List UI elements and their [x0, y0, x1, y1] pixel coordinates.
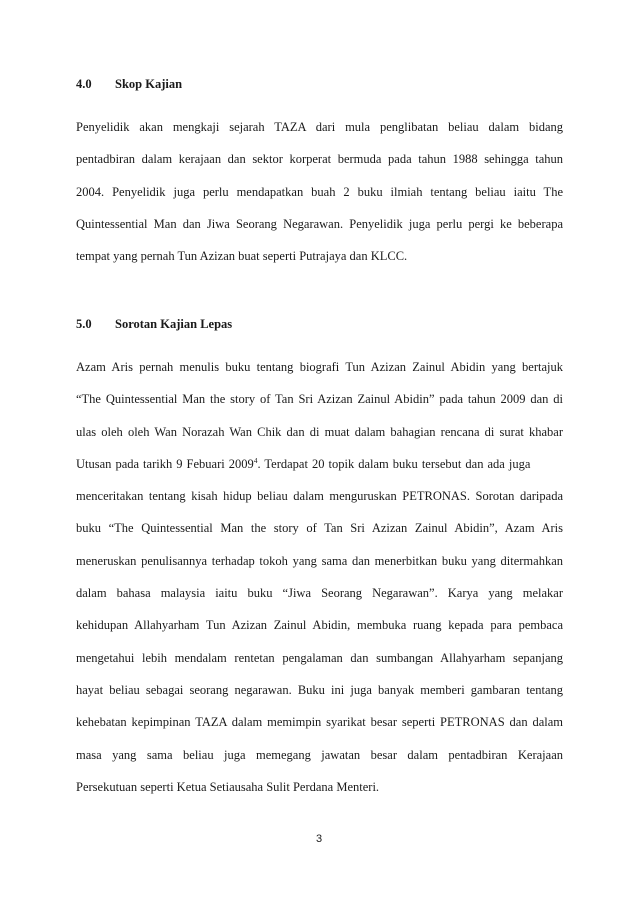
paragraph-line: Persekutuan seperti Ketua Setiausaha Sulit Perdana Menteri.: [76, 779, 380, 794]
section-heading-literature-review: [76, 317, 232, 332]
paragraph-line: 2004. Penyelidik juga perlu mendapatkan buah 2 buku ilmiah tentang beliau iaitu The: [76, 184, 563, 199]
paragraph-literature-review: [76, 351, 563, 803]
paragraph-line: “The Quintessential Man the story of Tan Sri Azizan Zainul Abidin” pada tahun 2009 dan di: [76, 392, 563, 407]
section-number: 4.0: [76, 77, 92, 91]
paragraph-line: kehidupan Allahyarham Tun Azizan Zainul Abidin, membuka ruang kepada para pembaca: [76, 618, 563, 633]
paragraph-line: meneruskan penulisannya terhadap tokoh yang sama dan menerbitkan buku yang ditermahkan: [76, 553, 563, 568]
paragraph-line: Penyelidik akan mengkaji sejarah TAZA dari mula penglibatan beliau dalam bidang: [76, 120, 563, 134]
paragraph-line: pentadbiran dalam kerajaan dan sektor korperat bermuda pada tahun 1988 sehingga tahun: [76, 152, 563, 167]
paragraph-line: ulas oleh oleh Wan Norazah Wan Chik dan di muat dalam bahagian rencana di surat khabar: [76, 424, 563, 439]
paragraph-scope: [76, 111, 563, 272]
paragraph-line: menceritakan tentang kisah hidup beliau dalam menguruskan PETRONAS. Sorotan daripada: [76, 489, 563, 504]
paragraph-line: dalam bahasa malaysia iaitu buku “Jiwa Seorang Negarawan”. Karya yang melakar: [76, 586, 563, 601]
paragraph-line: mengetahui lebih mendalam rentetan pengalaman dan sumbangan Allahyarham sepanjang: [76, 650, 563, 665]
section-heading-scope: [76, 77, 182, 92]
paragraph-line: masa yang sama beliau juga memegang jawatan besar dalam pentadbiran Kerajaan: [76, 747, 563, 762]
paragraph-line: hayat beliau sebagai seorang negarawan. Buku ini juga banyak memberi gambaran tentang: [76, 682, 563, 697]
section-title: Skop Kajian: [115, 77, 183, 91]
paragraph-line: buku “The Quintessential Man the story of Tan Sri Azizan Zainul Abidin”, Azam Aris: [76, 521, 563, 536]
section-number: 5.0: [76, 317, 92, 331]
paragraph-line: Azam Aris pernah menulis buku tentang biografi Tun Azizan Zainul Abidin yang bertajuk: [76, 360, 563, 374]
paragraph-line: kehebatan kepimpinan TAZA dalam memimpin syarikat besar seperti PETRONAS dan dalam: [76, 715, 563, 730]
paragraph-line: tempat yang pernah Tun Azizan buat seperti Putrajaya dan KLCC.: [76, 249, 408, 264]
paragraph-line: Quintessential Man dan Jiwa Seorang Negarawan. Penyelidik juga perlu pergi ke beberapa: [76, 216, 563, 231]
page-number: 3: [315, 833, 323, 845]
section-title: Sorotan Kajian Lepas: [115, 317, 233, 331]
footnote-reference: 4: [253, 455, 258, 465]
line-text: Utusan pada tarikh 9 Febuari 2009: [76, 456, 254, 471]
line-text: . Terdapat 20 topik dalam buku tersebut dan ada juga: [257, 456, 531, 471]
paragraph-line-with-footnote: [76, 448, 563, 480]
